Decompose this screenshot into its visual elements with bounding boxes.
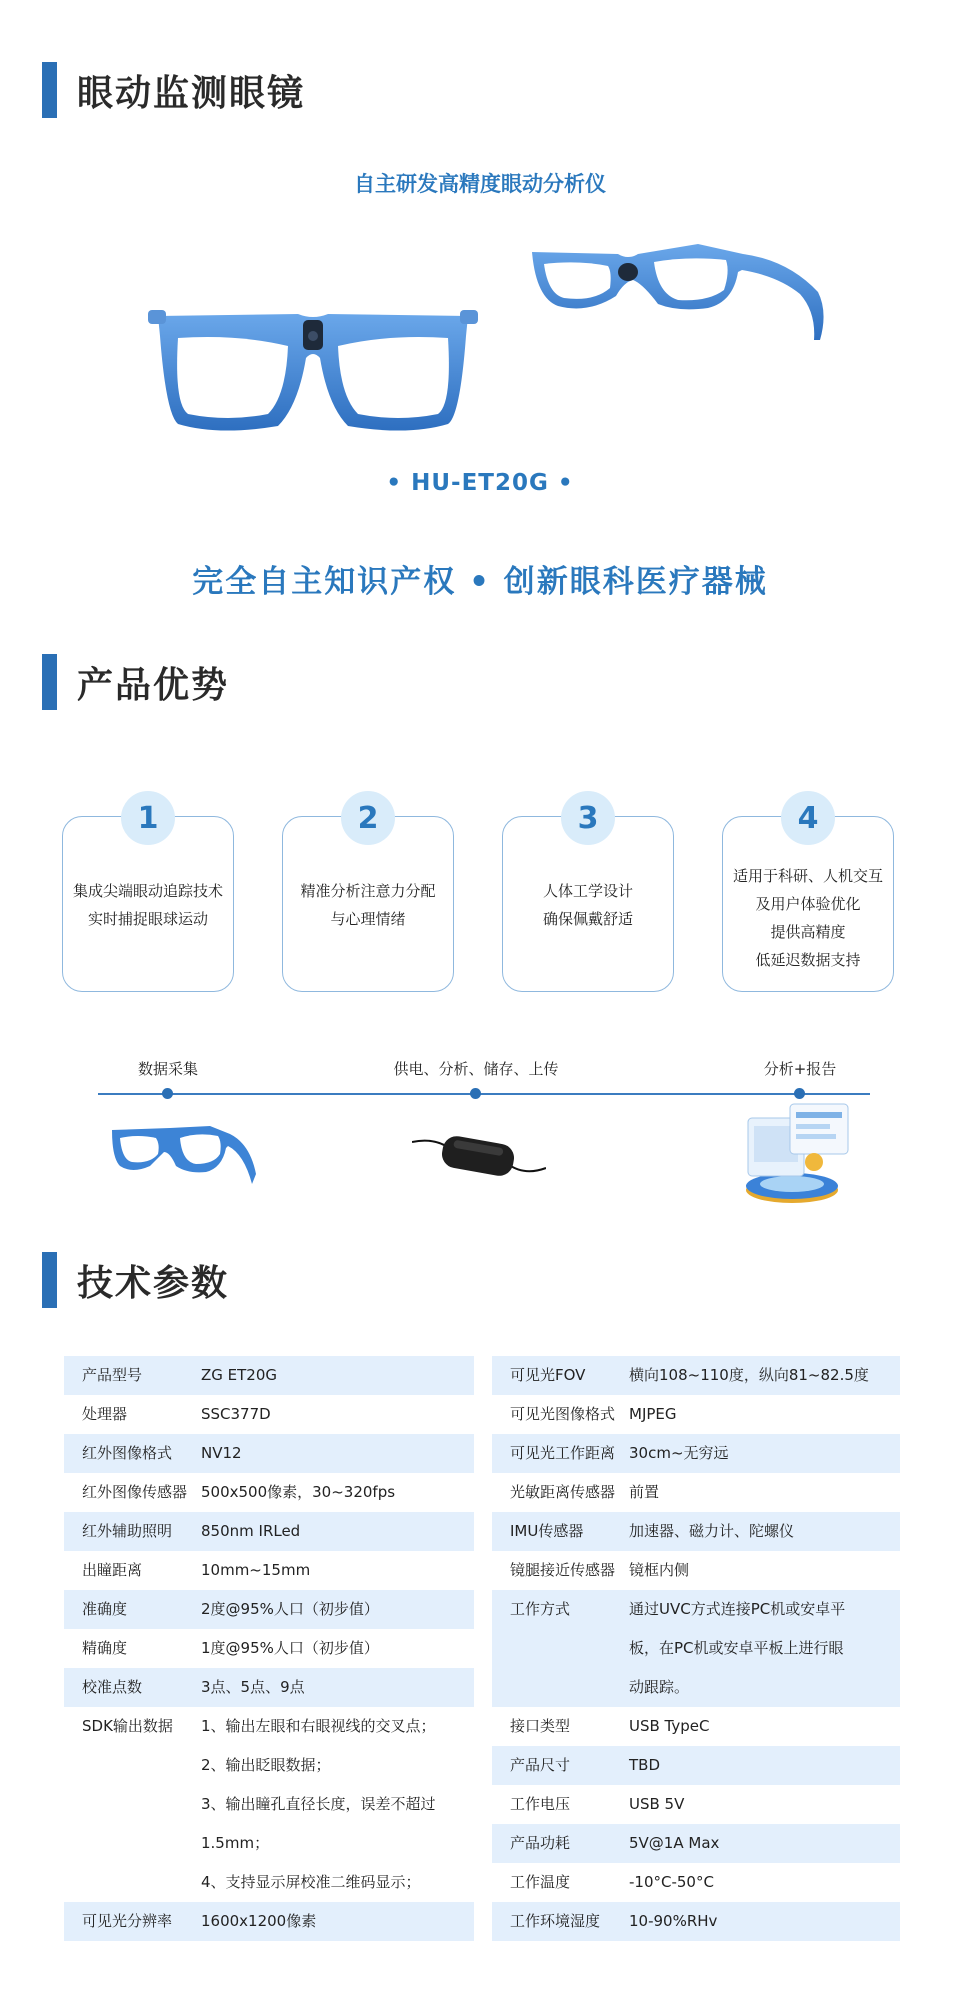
spec-row (64, 1434, 474, 1473)
spec-key: SDK输出数据 (82, 1717, 173, 1735)
spec-key: 工作环境湿度 (510, 1912, 601, 1930)
spec-key: 可见光FOV (510, 1366, 586, 1384)
section-title-product: 眼动监测眼镜 (77, 72, 306, 114)
section-title-advantages: 产品优势 (77, 664, 230, 706)
glasses-side-image (528, 232, 828, 346)
spec-key: 产品尺寸 (510, 1756, 571, 1774)
spec-value (201, 1707, 474, 1902)
spec-row (492, 1746, 900, 1785)
spec-value: 加速器、磁力计、陀螺仪 (629, 1522, 795, 1540)
spec-key: 红外图像格式 (82, 1444, 173, 1462)
spec-row (64, 1473, 474, 1512)
spec-row (492, 1356, 900, 1395)
spec-row (64, 1356, 474, 1395)
spec-key: 校准点数 (82, 1678, 143, 1696)
advantage-line: 精准分析注意力分配 (300, 882, 436, 900)
flow-dot-report (794, 1088, 805, 1099)
spec-row (64, 1590, 474, 1629)
flow-glasses-image (110, 1118, 260, 1190)
spec-row (492, 1590, 900, 1707)
section-header-product (42, 62, 305, 118)
flow-processor-box-image (412, 1128, 546, 1184)
spec-key: 工作电压 (510, 1795, 571, 1813)
spec-row (64, 1512, 474, 1551)
spec-value: 10-90%RHv (629, 1912, 718, 1930)
spec-key: 准确度 (82, 1600, 128, 1618)
spec-key: 可见光工作距离 (510, 1444, 616, 1462)
advantage-line: 确保佩戴舒适 (542, 910, 633, 928)
spec-row (492, 1863, 900, 1902)
spec-value: 2度@95%人口（初步值） (201, 1600, 379, 1618)
spec-value: 3点、5点、9点 (201, 1678, 305, 1696)
spec-key: 出瞳距离 (82, 1561, 143, 1579)
spec-row (492, 1824, 900, 1863)
spec-value-line: 2、输出眨眼数据； (201, 1756, 331, 1774)
spec-key: IMU传感器 (510, 1522, 584, 1540)
spec-row (64, 1395, 474, 1434)
advantage-line: 低延迟数据支持 (755, 951, 861, 969)
spec-value-line: 板，在PC机或安卓平板上进行眼 (629, 1639, 844, 1657)
advantage-line: 与心理情绪 (330, 910, 406, 928)
advantage-number: 1 (121, 791, 175, 845)
spec-row (492, 1395, 900, 1434)
advantage-card-3 (502, 800, 674, 992)
advantage-number: 4 (781, 791, 835, 845)
advantage-line: 实时捕捉眼球运动 (87, 910, 208, 928)
advantage-text (503, 855, 673, 991)
spec-key: 可见光分辨率 (82, 1912, 173, 1930)
section-accent-bar (42, 62, 57, 118)
spec-value: 1600x1200像素 (201, 1912, 317, 1930)
flow-label-process: 供电、分析、储存、上传 (393, 1060, 559, 1078)
flow-label-report: 分析+报告 (763, 1060, 837, 1078)
spec-row (64, 1629, 474, 1668)
spec-value: USB TypeC (629, 1717, 710, 1735)
advantage-text (283, 855, 453, 991)
spec-value: 1度@95%人口（初步值） (201, 1639, 379, 1657)
spec-value-line: 通过UVC方式连接PC机或安卓平 (629, 1600, 846, 1618)
spec-row (64, 1707, 474, 1902)
section-accent-bar (42, 654, 57, 710)
advantage-number: 2 (341, 791, 395, 845)
advantage-card-1 (62, 800, 234, 992)
spec-value: 横向108~110度，纵向81~82.5度 (629, 1366, 869, 1384)
spec-row (64, 1902, 474, 1941)
slogan: 完全自主知识产权 • 创新眼科医疗器械 (192, 564, 768, 600)
flow-report-image (734, 1100, 854, 1206)
spec-key: 工作方式 (510, 1600, 571, 1618)
flow-dot-process (470, 1088, 481, 1099)
spec-value: ZG ET20G (201, 1366, 278, 1384)
advantage-line: 适用于科研、人机交互 (732, 867, 883, 885)
glasses-front-image (148, 296, 478, 442)
spec-value: USB 5V (629, 1795, 685, 1813)
spec-value: 500x500像素，30~320fps (201, 1483, 396, 1501)
section-header-advantages (42, 654, 229, 710)
spec-value: NV12 (201, 1444, 242, 1462)
spec-row (492, 1434, 900, 1473)
flow-timeline-line (98, 1093, 870, 1095)
advantage-line: 人体工学设计 (542, 882, 633, 900)
spec-value-line: 1.5mm； (201, 1834, 270, 1852)
spec-key: 红外辅助照明 (82, 1522, 173, 1540)
spec-table-right (492, 1356, 900, 1941)
section-header-specs (42, 1252, 229, 1308)
advantage-line: 及用户体验优化 (755, 895, 861, 913)
spec-row (492, 1473, 900, 1512)
spec-key: 红外图像传感器 (82, 1483, 188, 1501)
spec-key: 可见光图像格式 (510, 1405, 616, 1423)
advantage-number: 3 (561, 791, 615, 845)
spec-key: 接口类型 (510, 1717, 571, 1735)
advantage-card-4 (722, 800, 894, 992)
spec-key: 产品功耗 (510, 1834, 571, 1852)
spec-row (492, 1785, 900, 1824)
advantage-line: 提供高精度 (770, 923, 846, 941)
flow-dot-collect (162, 1088, 173, 1099)
advantage-card-2 (282, 800, 454, 992)
spec-value-line: 3、输出瞳孔直径长度，误差不超过 (201, 1795, 436, 1813)
spec-row (64, 1551, 474, 1590)
spec-row (492, 1707, 900, 1746)
advantage-text (63, 855, 233, 991)
spec-value: 镜框内侧 (629, 1561, 690, 1579)
spec-row (492, 1512, 900, 1551)
advantage-line: 集成尖端眼动追踪技术 (72, 882, 223, 900)
spec-row (492, 1902, 900, 1941)
spec-key: 镜腿接近传感器 (510, 1561, 616, 1579)
spec-value-line: 1、输出左眼和右眼视线的交叉点； (201, 1717, 436, 1735)
spec-value-line: 动跟踪。 (629, 1678, 690, 1696)
spec-row (492, 1551, 900, 1590)
spec-value: 850nm IRLed (201, 1522, 301, 1540)
spec-key: 处理器 (82, 1405, 128, 1423)
spec-value: 30cm~无穷远 (629, 1444, 729, 1462)
section-title-specs: 技术参数 (77, 1262, 230, 1304)
spec-value: MJPEG (629, 1405, 677, 1423)
spec-key: 光敏距离传感器 (510, 1483, 616, 1501)
spec-value-line: 4、支持显示屏校准二维码显示； (201, 1873, 421, 1891)
spec-value: 5V@1A Max (629, 1834, 720, 1852)
spec-value (629, 1590, 900, 1707)
spec-value: -10°C-50°C (629, 1873, 714, 1891)
spec-key: 产品型号 (82, 1366, 143, 1384)
spec-key: 精确度 (82, 1639, 128, 1657)
advantage-text (723, 851, 893, 991)
hero-subtitle: 自主研发高精度眼动分析仪 (354, 172, 606, 196)
flow-label-collect: 数据采集 (137, 1060, 198, 1078)
spec-row (64, 1668, 474, 1707)
spec-value: SSC377D (201, 1405, 271, 1423)
spec-value: TBD (629, 1756, 661, 1774)
section-accent-bar (42, 1252, 57, 1308)
spec-table-left (64, 1356, 474, 1941)
spec-value: 前置 (629, 1483, 660, 1501)
spec-key: 工作温度 (510, 1873, 571, 1891)
model-name: • HU-ET20G • (386, 470, 574, 496)
spec-value: 10mm~15mm (201, 1561, 311, 1579)
